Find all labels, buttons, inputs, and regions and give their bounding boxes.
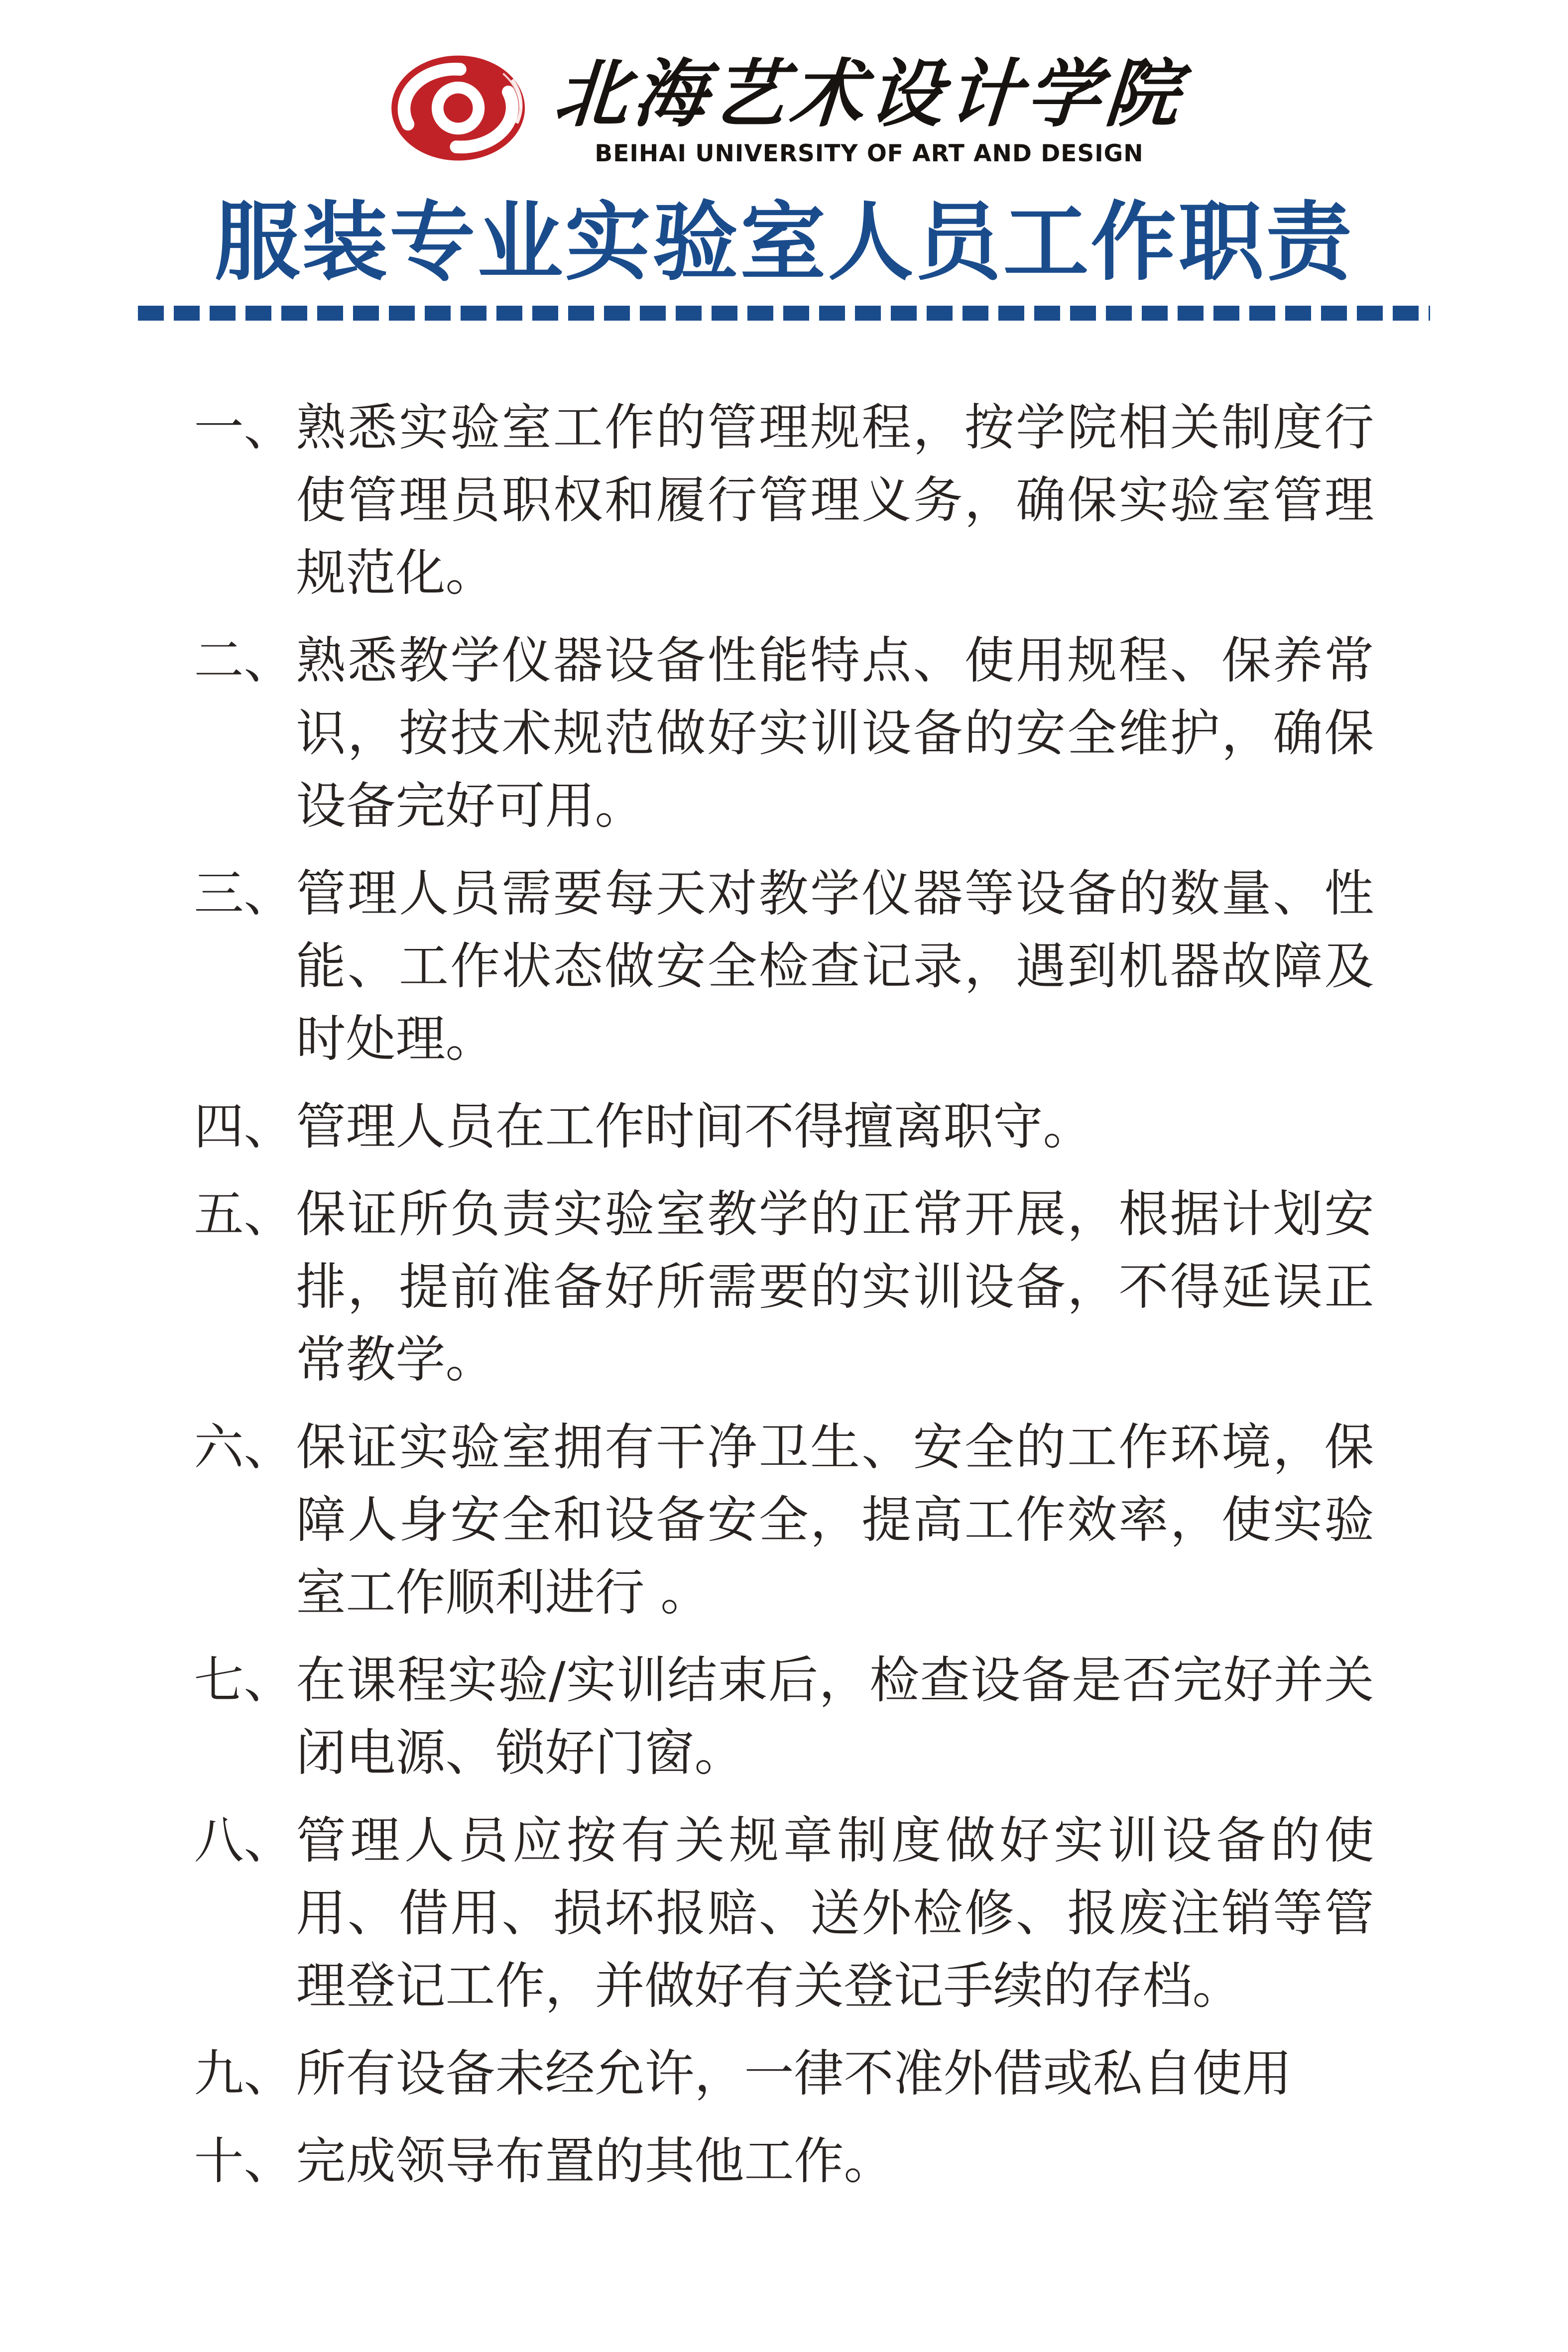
duty-number: 十、 [194,2132,294,2191]
university-logo [0,0,1568,167]
duty-item-4 [194,1090,1374,1163]
duty-number: 七、 [194,1651,294,1710]
duty-number: 六、 [194,1418,294,1477]
duty-number: 九、 [194,2044,294,2103]
duty-text: 管理人员需要每天对教学仪器等设备的数量、性能、工作状态做安全检查记录，遇到机器故障及时处理。 [296,864,1374,1068]
duty-text: 熟悉实验室工作的管理规程，按学院相关制度行使管理员职权和履行管理义务，确保实验室管理规范化。 [296,398,1374,602]
duty-text: 管理人员应按有关规章制度做好实训设备的使用、借用、损坏报赔、送外检修、报废注销等管理登记工作，并做好有关登记手续的存档。 [296,1811,1374,2015]
duty-text: 在课程实验/实训结束后，检查设备是否完好并关闭电源、锁好门窗。 [296,1651,1374,1782]
duty-item-10 [194,2125,1374,2198]
university-name-english: BEIHAI UNIVERSITY OF ART AND DESIGN [595,140,1144,167]
duty-number: 五、 [194,1185,294,1244]
duty-text: 管理人员在工作时间不得擅离职守。 [296,1097,1093,1156]
duty-item-2 [194,624,1374,842]
title-dashed-divider [138,306,1430,321]
university-name-calligraphy: 北海艺术设计学院 [551,51,1187,137]
duty-text: 所有设备未经允许，一律不准外借或私自使用 [296,2044,1292,2103]
duty-text: 保证实验室拥有干净卫生、安全的工作环境，保障人身安全和设备安全，提高工作效率，使实验室工作顺利进行 。 [296,1418,1374,1622]
duty-item-7 [194,1644,1374,1789]
duty-text: 保证所负责实验室教学的正常开展，根据计划安排，提前准备好所需要的实训设备，不得延误正常教学。 [296,1185,1374,1389]
duty-item-1 [194,391,1374,609]
university-swirl-icon [384,52,534,166]
duty-number: 二、 [194,631,294,690]
duty-item-3 [194,857,1374,1075]
duty-text: 完成领导布置的其他工作。 [296,2132,894,2191]
duty-number: 一、 [194,398,294,457]
duty-list [194,391,1374,2198]
page-title: 服装专业实验室人员工作职责 [214,192,1354,292]
duty-number: 三、 [194,864,294,923]
duty-item-6 [194,1411,1374,1629]
duty-text: 熟悉教学仪器设备性能特点、使用规程、保养常识，按技术规范做好实训设备的安全维护，确保设备完好可用。 [296,631,1374,835]
duty-item-8 [194,1804,1374,2022]
duty-item-5 [194,1178,1374,1396]
duty-number: 四、 [194,1097,294,1156]
logo-text-block [551,51,1187,167]
duty-number: 八、 [194,1811,294,1870]
duty-item-9 [194,2037,1374,2110]
